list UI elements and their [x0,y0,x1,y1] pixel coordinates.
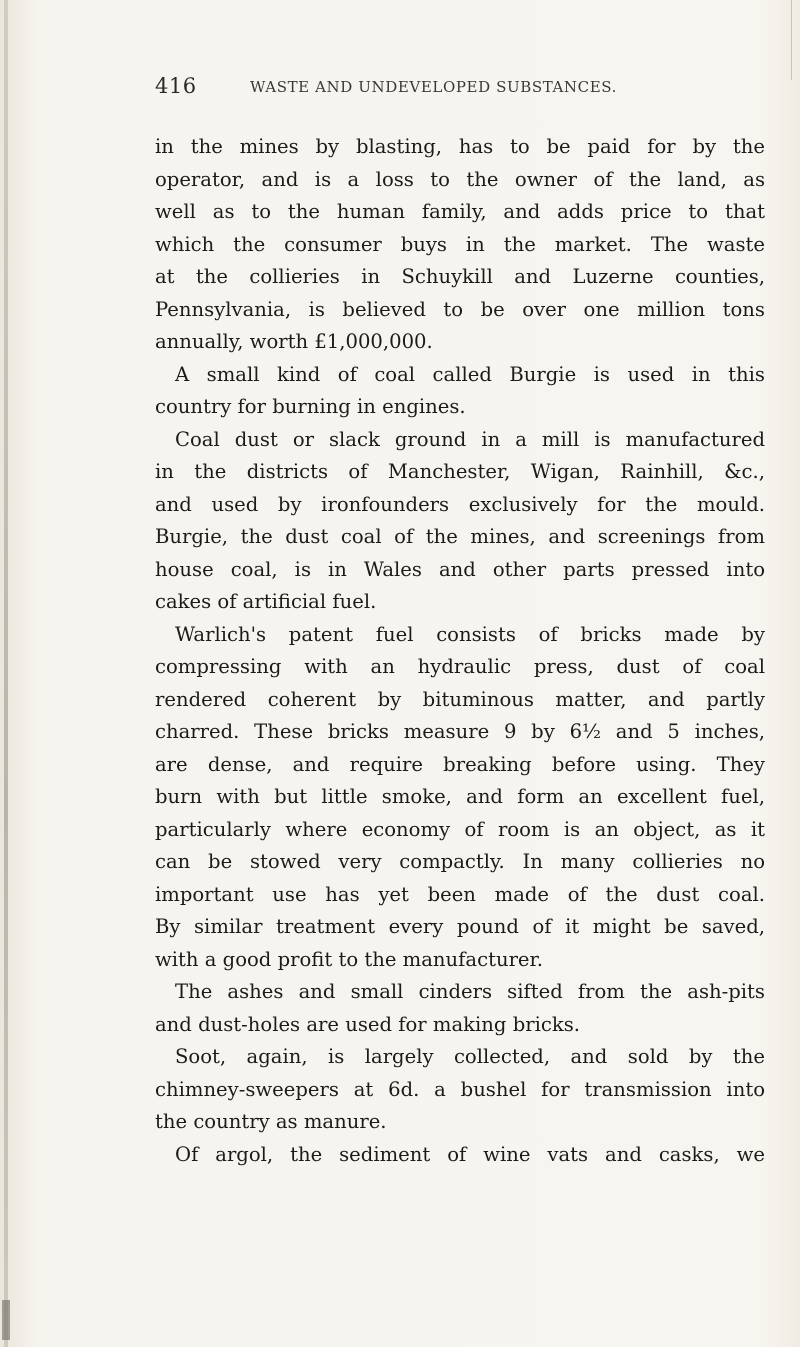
body-text [155,131,765,1171]
text-line: particularly where economy of room is an object, as it [155,817,765,841]
text-line: house coal, is in Wales and other parts pressed into [155,557,765,581]
text-line: country for burning in engines. [155,395,466,418]
text-line: Pennsylvania, is believed to be over one million tons [155,297,765,321]
text-line: charred. These bricks measure 9 by 6½ and 5 inches, [155,720,765,743]
binding-mark [2,1300,10,1340]
page-number: 416 [155,74,197,98]
running-title: WASTE AND UNDEVELOPED SUBSTANCES. [250,78,617,96]
text-line: can be stowed very compactly. In many collieries no [155,850,765,873]
text-line: with a good profit to the manufacturer. [155,947,543,971]
text-line: and dust-holes are used for making bricks. [155,1012,580,1036]
text-line: in the mines by blasting, has to be paid for by the [155,135,765,158]
paragraph-start-line: Soot, again, is largely collected, and sold by the [175,1045,765,1068]
paragraph-start-line: Of argol, the sediment of wine vats and casks, we [175,1142,765,1166]
paragraph-start-line: The ashes and small cinders sifted from the ash-pits [175,980,765,1003]
text-line: are dense, and require breaking before using. They [155,752,765,776]
text-line: burn with but little smoke, and form an excellent fuel, [155,785,765,808]
page-gutter-shadow [4,0,8,1347]
text-line: chimney-sweepers at 6d. a bushel for transmission into [155,1077,765,1101]
text-line: the country as manure. [155,1110,387,1133]
running-header [155,74,715,114]
text-line: Burgie, the dust coal of the mines, and screenings from [155,525,765,548]
text-line: at the collieries in Schuykill and Luzerne counties, [155,265,765,288]
text-line: and used by ironfounders exclusively for the mould. [155,492,765,516]
text-line: in the districts of Manchester, Wigan, Rainhill, &c., [155,460,765,483]
paragraph-start-line: Coal dust or slack ground in a mill is manufactured [175,427,765,451]
paragraph-start-line: Warlich's patent fuel consists of bricks made by [175,622,765,646]
page-edge [791,0,792,80]
text-line: which the consumer buys in the market. The waste [155,232,765,256]
text-line: By similar treatment every pound of it might be saved, [155,915,765,938]
text-line: well as to the human family, and adds price to that [155,200,765,223]
text-line: rendered coherent by bituminous matter, and partly [155,687,765,711]
text-line: important use has yet been made of the dust coal. [155,882,765,906]
text-line: compressing with an hydraulic press, dust of coal [155,655,765,678]
text-line: cakes of artificial fuel. [155,590,377,613]
text-line: annually, worth £1,000,000. [155,330,433,353]
text-line: operator, and is a loss to the owner of the land, as [155,167,765,191]
paragraph-start-line: A small kind of coal called Burgie is used in this [175,362,765,386]
